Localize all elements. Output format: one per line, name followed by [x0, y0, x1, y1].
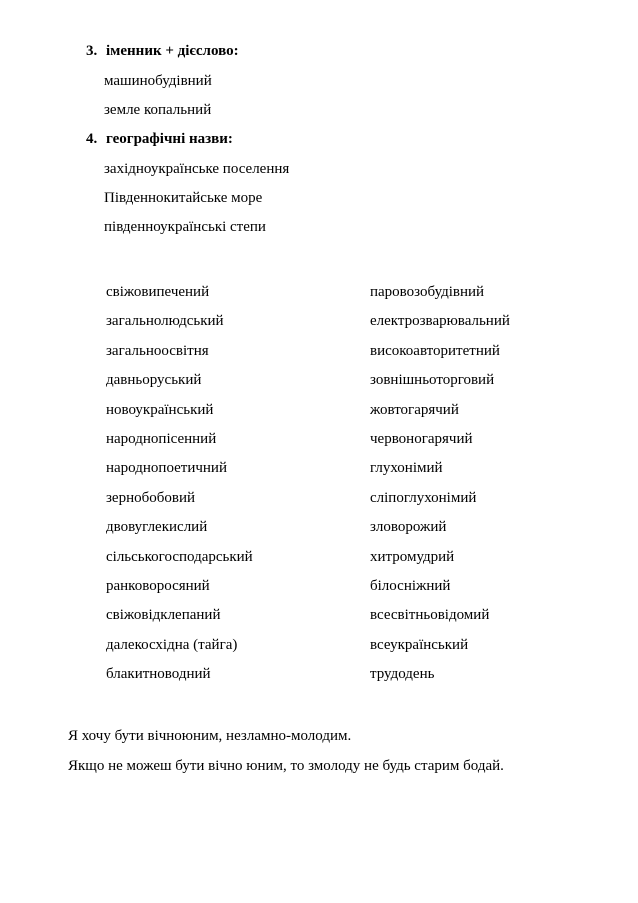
word-list-item: білосніжний	[370, 577, 451, 594]
word-list-item: сільськогосподарський	[106, 548, 253, 565]
word-list-item: свіжовідклепаний	[106, 607, 221, 624]
word-list-item: хитромудрий	[370, 548, 455, 565]
word-list-item: давньоруський	[106, 372, 202, 389]
word-list-left-column	[106, 282, 253, 693]
word-list-item: сліпоглухонімий	[370, 489, 477, 506]
word-list-item: глухонімий	[370, 460, 443, 477]
section-4-number: 4.	[86, 131, 98, 147]
word-list-item: народнопоетичний	[106, 460, 227, 477]
word-list-item: загальнолюдський	[106, 313, 224, 330]
section-3-title: іменник + дієслово:	[106, 43, 239, 59]
word-list-item: червоногарячий	[370, 430, 473, 447]
word-list-item: трудодень	[370, 666, 435, 683]
word-list-item: жовтогарячий	[370, 401, 459, 418]
section-3-item-2: земле копальний	[104, 102, 212, 118]
word-list-item: електрозварювальний	[370, 313, 510, 330]
closing-sentence-1: Я хочу бути вічноюним, незламно-молодим.	[68, 728, 352, 744]
section-3-heading	[86, 43, 239, 60]
word-list-item: блакитноводний	[106, 666, 211, 683]
section-3-number: 3.	[86, 43, 98, 59]
word-list-item: загальноосвітня	[106, 342, 209, 359]
word-list-item: народнопісенний	[106, 430, 217, 447]
word-list-item: ранковоросяний	[106, 577, 210, 594]
word-list-item: всеукраїнський	[370, 636, 469, 653]
word-list-item: свіжовипечений	[106, 284, 210, 300]
word-list-item: двовуглекислий	[106, 519, 208, 536]
section-4-heading	[86, 131, 233, 148]
word-list-item: всесвітньовідомий	[370, 607, 490, 624]
section-4-title: географічні назви:	[106, 131, 233, 147]
word-list-item: зовнішньоторговий	[370, 372, 495, 389]
section-4-item-2: Південнокитайське море	[104, 190, 263, 206]
word-list-item: далекосхідна (тайга)	[106, 636, 238, 653]
closing-sentence-2: Якщо не можеш бути вічно юним, то змолоду не будь старим бодай.	[68, 758, 504, 774]
section-4-item-1: західноукраїнське поселення	[104, 161, 290, 177]
section-4-item-3: південноукраїнські степи	[104, 219, 266, 235]
word-list-item: новоукраїнський	[106, 401, 214, 418]
word-list-item: високоавторитетний	[370, 342, 500, 359]
word-list-right-column	[370, 282, 510, 693]
section-3-item-1: машинобудівний	[104, 73, 212, 89]
word-list-item: паровозобудівний	[370, 284, 485, 300]
word-list-item: зловорожий	[370, 519, 447, 536]
word-list-item: зернобобовий	[106, 489, 196, 506]
